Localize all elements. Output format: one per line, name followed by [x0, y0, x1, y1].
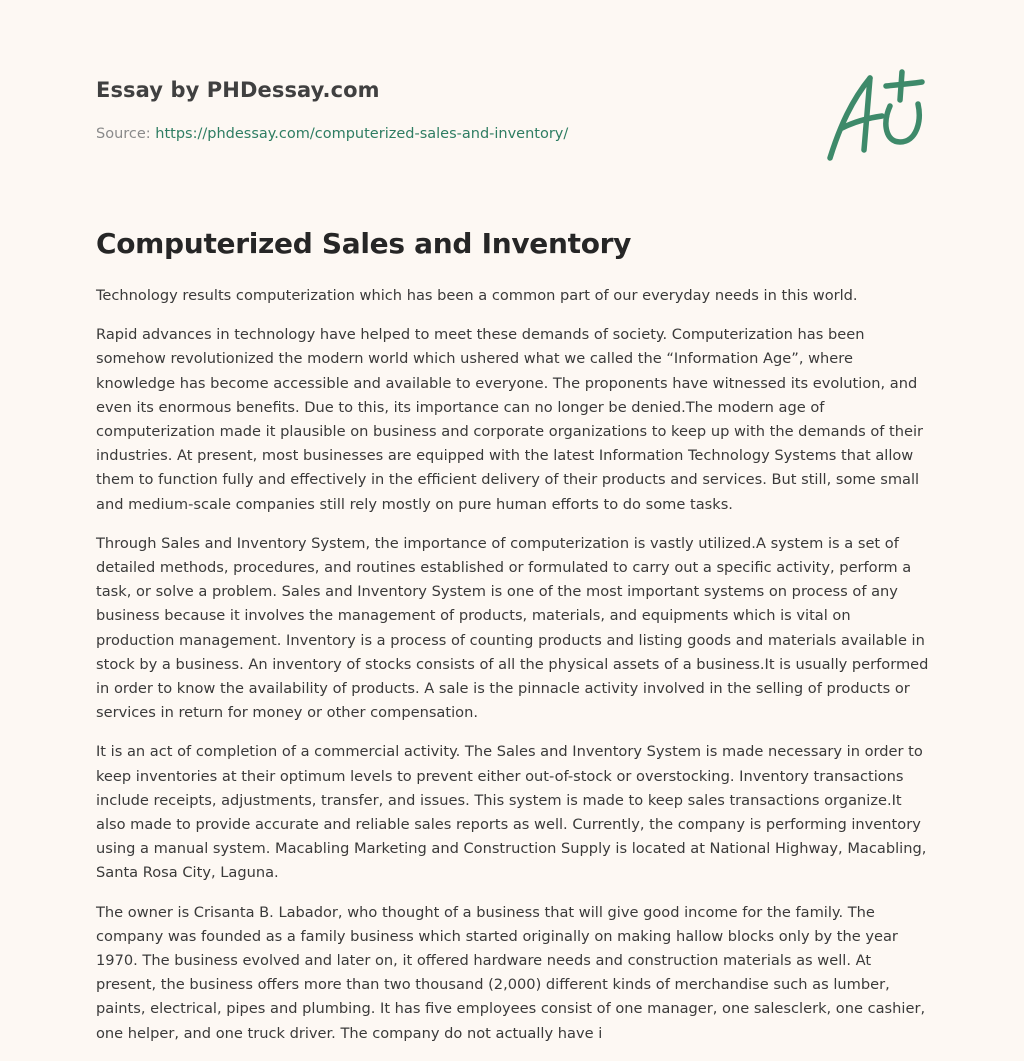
paragraph: Technology results computerization which has been a common part of our everyday needs in this world.: [96, 287, 858, 304]
paragraph: Rapid advances in technology have helped to meet these demands of society. Computerization has been somehow revolutionized the modern world which ushered what we called the “Information Age”, where knowledge has become accessible and available to everyone. The proponents have witnessed its evolution, and even its enormous benefits. Due to this, its importance can no longer be denied.The modern age of computerization made it plausible on business and corporate organizations to keep up with the demands of their industries. At present, most businesses are equipped with the latest Information Technology Systems that allow them to function fully and effectively in the efficient delivery of their products and services. But still, some small and medium-scale companies still rely mostly on pure human efforts to do some tasks.: [96, 326, 924, 513]
essay-body: [96, 284, 932, 1061]
source-link[interactable]: https://phdessay.com/computerized-sales-and-inventory/: [155, 126, 569, 142]
paragraph: It is an act of completion of a commercial activity. The Sales and Inventory System is made necessary in order to keep inventories at their optimum levels to prevent either out-of-stock or overstocking. Inventory transactions include receipts, adjustments, transfer, and issues. This system is made to keep sales transactions organize.It also made to provide accurate and reliable sales reports as well. Currently, the company is performing inventory using a manual system. Macabling Marketing and Construction Supply is located at National Highway, Macabling, Santa Rosa City, Laguna.: [96, 743, 927, 882]
paragraph: The owner is Crisanta B. Labador, who thought of a business that will give good income for the family. The company was founded as a family business which started originally on making hallow blocks only by the year 1970. The business evolved and later on, it offered hardware needs and construction materials as well. At present, the business offers more than two thousand (2,000) different kinds of merchandise such as lumber, paints, electrical, pipes and plumbing. It has five employees consist of one manager, one salesclerk, one cashier, one helper, and one truck driver. The company do not actually have i: [96, 903, 926, 1042]
document-header: [96, 76, 796, 144]
brand-title: Essay by PHDessay.com: [96, 78, 380, 102]
essay-title: Computerized Sales and Inventory: [96, 227, 632, 260]
source-label: Source:: [96, 126, 156, 142]
a-plus-icon: [818, 66, 930, 166]
source-line: [96, 124, 796, 144]
paragraph: Through Sales and Inventory System, the importance of computerization is vastly utilized.A system is a set of detailed methods, procedures, and routines established or formulated to carry out a specific activity, perform a task, or solve a problem. Sales and Inventory System is one of the most important systems on process of any business because it involves the management of products, materials, and equipments which is vital on production management. Inventory is a process of counting products and listing goods and materials available in stock by a business. An inventory of stocks consists of all the physical assets of a business.It is usually performed in order to know the availability of products. A sale is the pinnacle activity involved in the selling of products or services in return for money or other compensation.: [96, 534, 929, 722]
